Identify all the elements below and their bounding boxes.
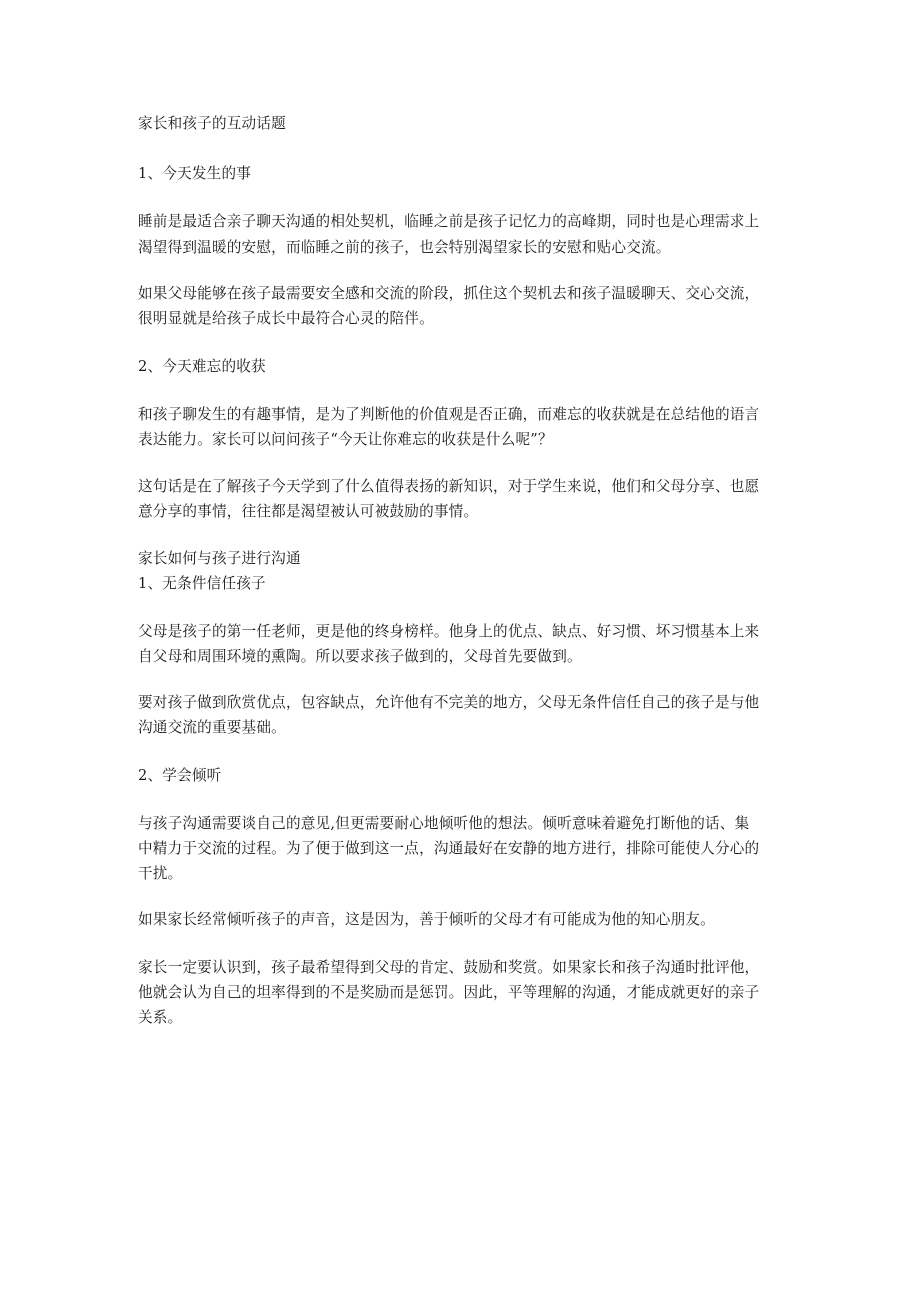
paragraph-line: 干扰。 xyxy=(138,865,183,882)
paragraph-line: 表达能力。家长可以问问孩子“今天让你难忘的收获是什么呢”？ xyxy=(138,431,553,448)
document-title: 家长和孩子的互动话题 xyxy=(138,115,286,132)
paragraph-line: 和孩子聊发生的有趣事情，是为了判断他的价值观是否正确，而难忘的收获就是在总结他的语言 xyxy=(138,406,760,423)
paragraph-line: 自父母和周围环境的熏陶。所以要求孩子做到的，父母首先要做到。 xyxy=(138,648,582,665)
paragraph-line: 睡前是最适合亲子聊天沟通的相处契机，临睡之前是孩子记忆力的高峰期，同时也是心理需求上 xyxy=(138,213,760,230)
paragraph-line: 渴望得到温暖的安慰，而临睡之前的孩子，也会特别渴望家长的安慰和贴心交流。 xyxy=(138,239,671,256)
paragraph-line: 关系。 xyxy=(138,1009,183,1026)
paragraph-line: 与孩子沟通需要谈自己的意见,但更需要耐心地倾听他的想法。倾听意味着避免打断他的话、集 xyxy=(138,815,750,832)
section-heading-today-gains: 2、今天难忘的收获 xyxy=(138,358,266,375)
section-heading-today-events: 1、今天发生的事 xyxy=(138,165,252,182)
paragraph-line: 要对孩子做到欣赏优点，包容缺点，允许他有不完美的地方，父母无条件信任自己的孩子是与他 xyxy=(138,694,760,711)
paragraph-line: 如果家长经常倾听孩子的声音，这是因为，善于倾听的父母才有可能成为他的知心朋友。 xyxy=(138,911,715,928)
paragraph-line: 他就会认为自己的坦率得到的不是奖励而是惩罚。因此，平等理解的沟通，才能成就更好的亲子 xyxy=(138,984,760,1001)
paragraph-line: 家长一定要认识到，孩子最希望得到父母的肯定、鼓励和奖赏。如果家长和孩子沟通时批评他， xyxy=(138,959,760,976)
paragraph-line: 父母是孩子的第一任老师，更是他的终身榜样。他身上的优点、缺点、好习惯、坏习惯基本上来 xyxy=(138,623,760,640)
paragraph-line: 中精力于交流的过程。为了便于做到这一点，沟通最好在安静的地方进行，排除可能使人分心的 xyxy=(138,840,760,857)
paragraph-line: 沟通交流的重要基础。 xyxy=(138,719,286,736)
paragraph-line: 这句话是在了解孩子今天学到了什么值得表扬的新知识，对于学生来说，他们和父母分享、也愿 xyxy=(138,478,760,495)
section-heading-listen: 2、学会倾听 xyxy=(138,767,222,784)
section-heading-trust: 1、无条件信任孩子 xyxy=(138,575,266,592)
paragraph-line: 意分享的事情，往往都是渴望被认可被鼓励的事情。 xyxy=(138,503,479,520)
part-title-communication: 家长如何与孩子进行沟通 xyxy=(138,550,301,567)
paragraph-line: 很明显就是给孩子成长中最符合心灵的陪伴。 xyxy=(138,310,434,327)
paragraph-line: 如果父母能够在孩子最需要安全感和交流的阶段，抓住这个契机去和孩子温暖聊天、交心交流， xyxy=(138,285,760,302)
